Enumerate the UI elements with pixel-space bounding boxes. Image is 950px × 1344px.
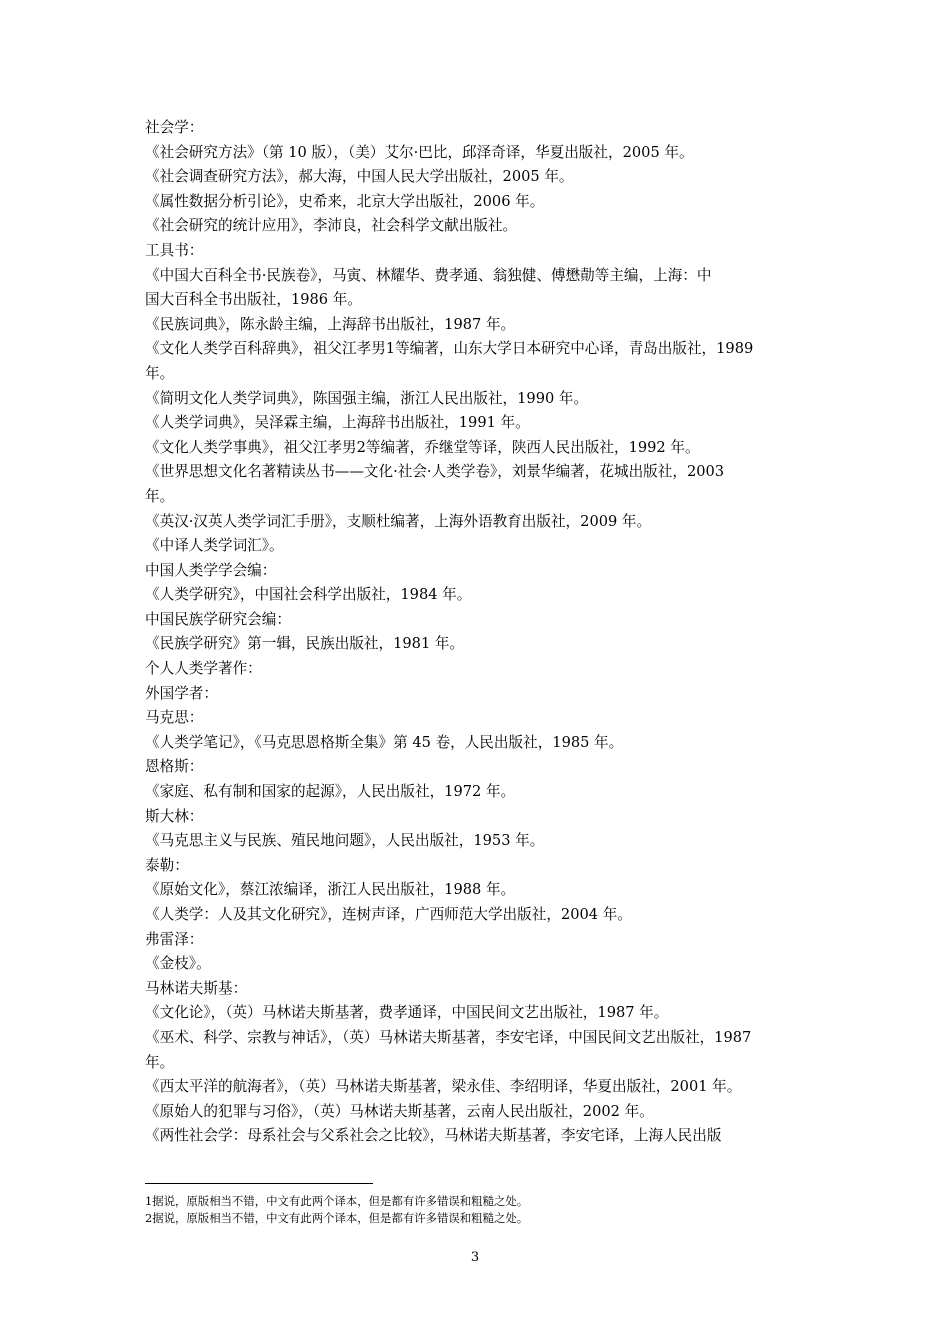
section-heading-cas: 中国人类学学会编： xyxy=(145,561,277,579)
text-line: 《西太平洋的航海者》，（英）马林诺夫斯基著，梁永佳、李绍明译，华夏出版社，2001 年。 xyxy=(145,1078,742,1096)
text-line: 国大百科全书出版社，1986 年。 xyxy=(145,291,362,309)
section-heading-individual-works: 个人人类学著作： xyxy=(145,660,262,678)
author-heading: 马林诺夫斯基： xyxy=(145,979,248,997)
section-heading-foreign-scholars: 外国学者： xyxy=(145,684,218,702)
text-line: 《文化人类学事典》，祖父江孝男2等编著，乔继堂等译，陕西人民出版社，1992 年。 xyxy=(145,438,700,456)
text-line: 《属性数据分析引论》，史希来，北京大学出版社，2006 年。 xyxy=(145,192,545,210)
text-line: 《人类学词典》，吴泽霖主编，上海辞书出版社，1991 年。 xyxy=(145,414,530,432)
text-line: 《中译人类学词汇》。 xyxy=(145,537,284,555)
text-line: 《马克思主义与民族、殖民地问题》，人民出版社，1953 年。 xyxy=(145,832,545,850)
text-line: 《社会调查研究方法》，郝大海，中国人民大学出版社，2005 年。 xyxy=(145,168,574,186)
text-line: 年。 xyxy=(145,1053,175,1071)
text-line: 《人类学研究》，中国社会科学出版社，1984 年。 xyxy=(145,586,472,604)
text-line: 《简明文化人类学词典》，陈国强主编，浙江人民出版社，1990 年。 xyxy=(145,389,589,407)
text-line: 《英汉·汉英人类学词汇手册》，支顺杜编著，上海外语教育出版社，2009 年。 xyxy=(145,512,652,530)
section-heading-ethnology-society: 中国民族学研究会编： xyxy=(145,610,291,628)
text-line: 《民族词典》，陈永龄主编，上海辞书出版社，1987 年。 xyxy=(145,315,516,333)
author-heading: 斯大林： xyxy=(145,807,204,825)
section-heading-sociology: 社会学： xyxy=(145,119,204,136)
page-number: 3 xyxy=(470,1250,480,1265)
section-heading-reference-books: 工具书： xyxy=(145,241,204,259)
text-line: 《人类学笔记》，《马克思恩格斯全集》第 45 卷，人民出版社，1985 年。 xyxy=(145,733,624,751)
text-line: 《世界思想文化名著精读丛书——文化·社会·人类学卷》，刘景华编著，花城出版社，2003 xyxy=(145,463,725,481)
text-line: 《社会研究方法》（第 10 版），（美）艾尔·巴比，邱泽奇译，华夏出版社，2005 年。 xyxy=(145,143,694,161)
text-line: 年。 xyxy=(145,364,175,382)
author-heading: 马克思： xyxy=(145,709,204,727)
footnote-2: 2据说，原版相当不错，中文有此两个译本，但是都有许多错误和粗糙之处。 xyxy=(145,1211,529,1225)
footnote-1: 1据说，原版相当不错，中文有此两个译本，但是都有许多错误和粗糙之处。 xyxy=(145,1194,529,1208)
text-line: 《文化论》，（英）马林诺夫斯基著，费孝通译，中国民间文艺出版社，1987 年。 xyxy=(145,1004,669,1022)
text-line: 《社会研究的统计应用》，李沛良，社会科学文献出版社。 xyxy=(145,217,518,235)
text-line: 《原始文化》，蔡江浓编译，浙江人民出版社，1988 年。 xyxy=(145,881,516,899)
text-line: 《文化人类学百科辞典》，祖父江孝男1等编著，山东大学日本研究中心译，青岛出版社，1989 xyxy=(145,340,754,358)
author-heading: 恩格斯： xyxy=(145,758,204,776)
text-line: 年。 xyxy=(145,487,175,505)
text-line: 《巫术、科学、宗教与神话》，（英）马林诺夫斯基著，李安宅译，中国民间文艺出版社，1987 xyxy=(145,1028,752,1046)
text-line: 《家庭、私有制和国家的起源》，人民出版社，1972 年。 xyxy=(145,783,516,801)
text-line: 《人类学：人及其文化研究》，连树声译，广西师范大学出版社，2004 年。 xyxy=(145,906,632,923)
text-line: 《两性社会学：母系社会与父系社会之比较》，马林诺夫斯基著，李安宅译，上海人民出版 xyxy=(145,1127,722,1145)
text-line: 《原始人的犯罪与习俗》，（英）马林诺夫斯基著，云南人民出版社，2002 年。 xyxy=(145,1102,654,1120)
footnote-separator xyxy=(145,1183,373,1184)
text-line: 《民族学研究》第一辑，民族出版社，1981 年。 xyxy=(145,635,465,653)
text-line: 《中国大百科全书·民族卷》，马寅、林耀华、费孝通、翁独健、傅懋勣等主编，上海：中 xyxy=(145,266,712,284)
text-line: 《金枝》。 xyxy=(145,955,211,973)
footnotes xyxy=(145,1193,813,1227)
author-heading: 泰勒： xyxy=(145,856,189,874)
author-heading: 弗雷泽： xyxy=(145,930,204,948)
body-text xyxy=(145,116,813,1149)
